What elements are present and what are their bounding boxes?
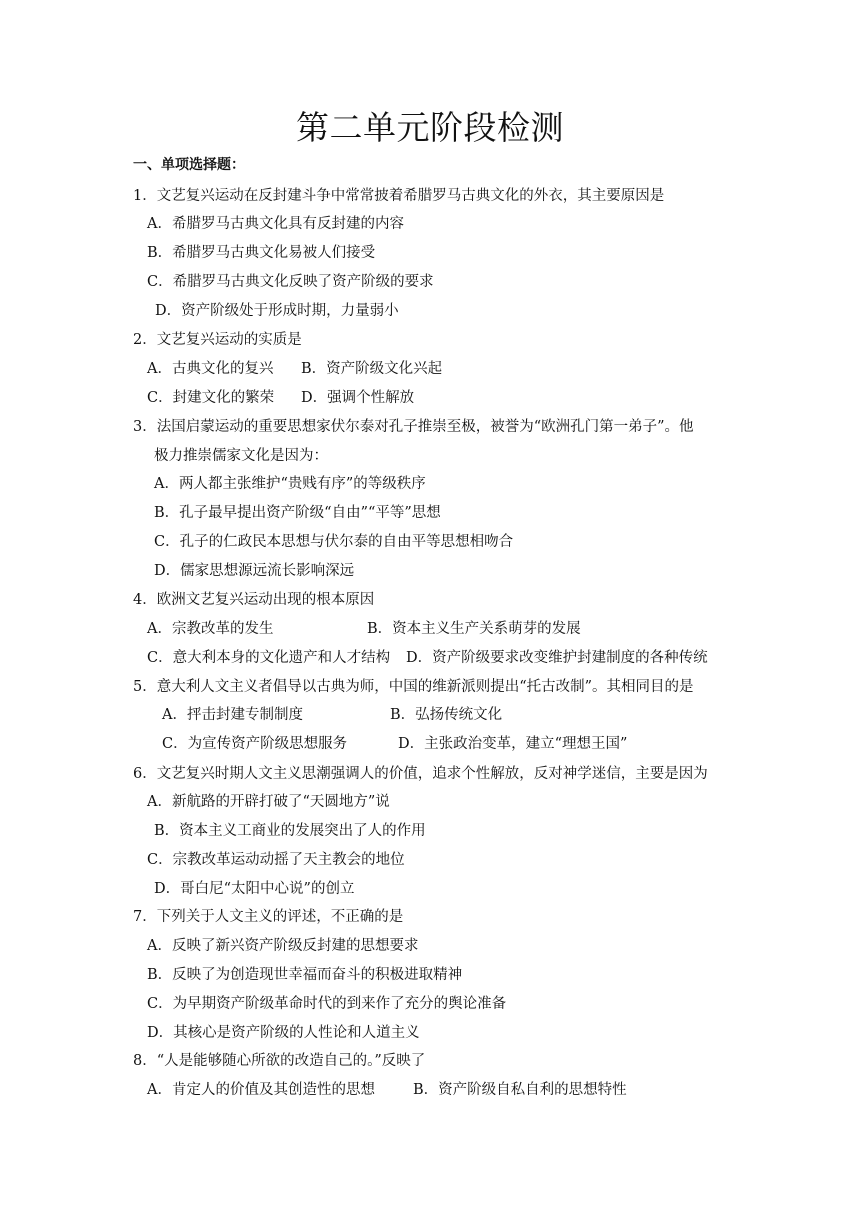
section-heading: 一、单项选择题： (133, 157, 245, 173)
question-7-option-b: B．反映了为创造现世幸福而奋斗的积极进取精神 (147, 967, 463, 983)
question-7-option-d: D．其核心是资产阶级的人性论和人道主义 (147, 1025, 420, 1041)
question-8-option-b: B．资产阶级自私自利的思想特性 (413, 1082, 627, 1098)
question-5-option-d: D．主张政治变革，建立“理想王国” (398, 736, 628, 752)
question-4-option-b: B．资本主义生产关系萌芽的发展 (367, 621, 581, 637)
question-6-option-d: D．哥白尼“太阳中心说”的创立 (154, 881, 355, 897)
question-1-option-b: B．希腊罗马古典文化易被人们接受 (147, 245, 376, 261)
question-2-option-a: A．古典文化的复兴 (147, 361, 274, 377)
question-6-stem: 6．文艺复兴时期人文主义思潮强调人的价值，追求个性解放，反对神学迷信，主要是因为 (133, 766, 708, 782)
question-7-option-a: A．反映了新兴资产阶级反封建的思想要求 (147, 938, 419, 954)
question-2-option-c: C．封建文化的繁荣 (147, 390, 275, 406)
question-3-stem-continued: 极力推崇儒家文化是因为： (154, 448, 328, 464)
question-3-option-a: A．两人都主张维护“贵贱有序”的等级秩序 (154, 476, 426, 492)
question-3-option-c: C．孔子的仁政民本思想与伏尔泰的自由平等思想相吻合 (154, 534, 514, 550)
question-2-stem: 2．文艺复兴运动的实质是 (133, 332, 302, 348)
question-5-option-b: B．弘扬传统文化 (390, 707, 503, 723)
question-1-stem: 1．文艺复兴运动在反封建斗争中常常披着希腊罗马古典文化的外衣，其主要原因是 (133, 188, 665, 204)
question-3-option-d: D．儒家思想源远流长影响深远 (154, 563, 355, 579)
question-1-option-c: C．希腊罗马古典文化反映了资产阶级的要求 (147, 274, 434, 290)
question-2-option-b: B．资产阶级文化兴起 (301, 361, 443, 377)
question-4-option-c: C．意大利本身的文化遗产和人才结构 (147, 650, 391, 666)
question-1-option-a: A．希腊罗马古典文化具有反封建的内容 (147, 216, 404, 232)
question-6-option-c: C．宗教改革运动动摇了天主教会的地位 (147, 852, 405, 868)
question-7-option-c: C．为早期资产阶级革命时代的到来作了充分的舆论准备 (147, 996, 507, 1012)
question-6-option-b: B．资本主义工商业的发展突出了人的作用 (154, 823, 426, 839)
question-8-option-a: A．肯定人的价值及其创造性的思想 (147, 1082, 375, 1098)
question-8-stem: 8．“人是能够随心所欲的改造自己的。”反映了 (133, 1053, 426, 1069)
question-6-option-a: A．新航路的开辟打破了“天圆地方”说 (147, 794, 390, 810)
question-4-option-d: D．资产阶级要求改变维护封建制度的各种传统 (406, 650, 708, 666)
question-2-option-d: D．强调个性解放 (301, 390, 415, 406)
question-3-option-b: B．孔子最早提出资产阶级“自由”“平等”思想 (154, 505, 441, 521)
question-5-option-a: A．抨击封建专制制度 (162, 707, 303, 723)
question-3-stem: 3．法国启蒙运动的重要思想家伏尔泰对孔子推崇至极，被誉为“欧洲孔门第一弟子”。他 (133, 419, 694, 435)
page-title: 第二单元阶段检测 (296, 108, 564, 147)
question-4-option-a: A．宗教改革的发生 (147, 621, 274, 637)
question-5-stem: 5．意大利人文主义者倡导以古典为师，中国的维新派则提出“托古改制”。其相同目的是 (133, 679, 694, 695)
question-1-option-d: D．资产阶级处于形成时期，力量弱小 (155, 303, 399, 319)
question-5-option-c: C．为宣传资产阶级思想服务 (162, 736, 348, 752)
question-4-stem: 4．欧洲文艺复兴运动出现的根本原因 (133, 592, 375, 608)
question-7-stem: 7．下列关于人文主义的评述，不正确的是 (133, 909, 404, 925)
